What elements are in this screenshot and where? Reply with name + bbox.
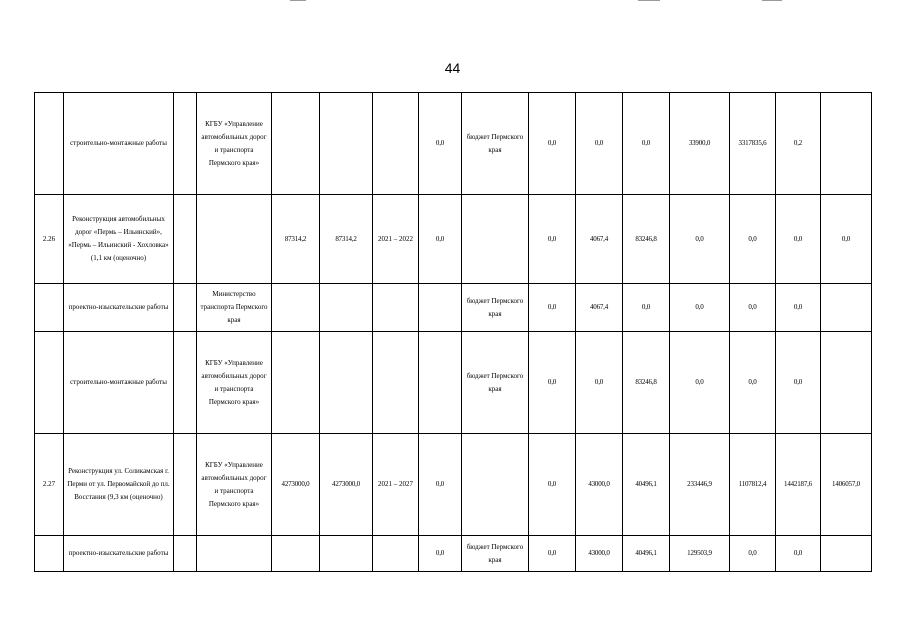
estimated-cost (320, 93, 373, 195)
value-cell: 0,0 (576, 332, 623, 434)
value-cell: 4067,4 (576, 195, 623, 284)
row-number: 2.26 (35, 195, 64, 284)
value-cell: 4067,4 (576, 284, 623, 332)
years (373, 284, 419, 332)
row-number: 2.27 (35, 434, 64, 536)
empty-cell (174, 434, 197, 536)
table-row (35, 195, 872, 284)
work-name: Реконструкция ул. Соликамская г. Перми от ул. Первомайской до пл. Восстания (9,3 км (оценочно) (64, 434, 174, 536)
row-number (35, 332, 64, 434)
value-cell: 0,0 (821, 195, 872, 284)
table-row (35, 93, 872, 195)
work-name: строительно-монтажные работы (64, 332, 174, 434)
value-cell: 0,0 (529, 332, 576, 434)
value-cell: 1406057,0 (821, 434, 872, 536)
value-cell: 0,0 (529, 536, 576, 572)
table-row (35, 332, 872, 434)
value-cell: 0,0 (623, 93, 670, 195)
value-cell: 0,0 (576, 93, 623, 195)
value-cell: 0,0 (670, 332, 730, 434)
scan-mark (290, 0, 306, 1)
value-cell: 0,0 (419, 195, 462, 284)
executor (197, 536, 272, 572)
value-cell: 1107812,4 (730, 434, 776, 536)
row-number (35, 536, 64, 572)
value-cell: 3317835,6 (730, 93, 776, 195)
value-cell: 0,0 (776, 332, 821, 434)
scan-mark (762, 0, 782, 1)
page-number: 44 (444, 60, 461, 76)
total-cost (272, 93, 320, 195)
value-cell: 0,0 (529, 434, 576, 536)
years (373, 332, 419, 434)
value-cell: 83246,8 (623, 195, 670, 284)
total-cost (272, 536, 320, 572)
years: 2021 – 2027 (373, 434, 419, 536)
years: 2021 – 2022 (373, 195, 419, 284)
total-cost: 87314,2 (272, 195, 320, 284)
table-row (35, 536, 872, 572)
budget-table (34, 92, 872, 572)
row-number (35, 93, 64, 195)
value-cell (821, 332, 872, 434)
value-cell (419, 284, 462, 332)
empty-cell (174, 195, 197, 284)
value-cell: 0,0 (776, 284, 821, 332)
value-cell: 0,0 (419, 536, 462, 572)
value-cell: 233446,9 (670, 434, 730, 536)
value-cell: 0,0 (419, 434, 462, 536)
years (373, 93, 419, 195)
total-cost (272, 332, 320, 434)
value-cell: 0,0 (529, 284, 576, 332)
work-name: проектно-изыскательские работы (64, 284, 174, 332)
work-name: проектно-изыскательские работы (64, 536, 174, 572)
empty-cell (174, 93, 197, 195)
value-cell: 1442187,6 (776, 434, 821, 536)
estimated-cost: 87314,2 (320, 195, 373, 284)
executor (197, 195, 272, 284)
table-row (35, 284, 872, 332)
value-cell: 129503,9 (670, 536, 730, 572)
value-cell: 0,0 (529, 195, 576, 284)
funding-source: бюджет Пермского края (462, 284, 529, 332)
value-cell: 0,0 (670, 284, 730, 332)
total-cost: 4273000,0 (272, 434, 320, 536)
empty-cell (174, 332, 197, 434)
row-number (35, 284, 64, 332)
value-cell: 0,0 (730, 332, 776, 434)
value-cell: 0,0 (730, 195, 776, 284)
executor: КГБУ «Управление автомобильных дорог и транспорта Пермского края» (197, 332, 272, 434)
value-cell: 0,0 (730, 536, 776, 572)
value-cell: 0,0 (670, 195, 730, 284)
value-cell: 0,0 (776, 536, 821, 572)
executor: КГБУ «Управление автомобильных дорог и транспорта Пермского края» (197, 93, 272, 195)
value-cell (419, 332, 462, 434)
value-cell: 40496,1 (623, 536, 670, 572)
value-cell: 0,0 (529, 93, 576, 195)
value-cell: 40496,1 (623, 434, 670, 536)
executor: КГБУ «Управление автомобильных дорог и транспорта Пермского края» (197, 434, 272, 536)
years (373, 536, 419, 572)
funding-source (462, 195, 529, 284)
value-cell: 0,0 (419, 93, 462, 195)
value-cell: 0,0 (730, 284, 776, 332)
table-row (35, 434, 872, 536)
funding-source: бюджет Пермского края (462, 536, 529, 572)
value-cell (821, 536, 872, 572)
value-cell: 33900,0 (670, 93, 730, 195)
funding-source (462, 434, 529, 536)
work-name: Реконструкция автомобильных дорог «Пермь – Ильинский», «Пермь – Ильинский - Хохловка» (1,1 км (оценочно) (64, 195, 174, 284)
work-name: строительно-монтажные работы (64, 93, 174, 195)
executor: Министерство транспорта Пермского края (197, 284, 272, 332)
empty-cell (174, 536, 197, 572)
funding-source: бюджет Пермского края (462, 93, 529, 195)
total-cost (272, 284, 320, 332)
funding-source: бюджет Пермского края (462, 332, 529, 434)
value-cell: 43000,0 (576, 434, 623, 536)
value-cell (821, 284, 872, 332)
value-cell: 0,0 (776, 195, 821, 284)
value-cell: 83246,8 (623, 332, 670, 434)
empty-cell (174, 284, 197, 332)
value-cell: 0,2 (776, 93, 821, 195)
value-cell: 43000,0 (576, 536, 623, 572)
value-cell: 0,0 (623, 284, 670, 332)
estimated-cost (320, 332, 373, 434)
estimated-cost (320, 536, 373, 572)
scan-mark (638, 0, 660, 1)
estimated-cost (320, 284, 373, 332)
value-cell (821, 93, 872, 195)
estimated-cost: 4273000,0 (320, 434, 373, 536)
